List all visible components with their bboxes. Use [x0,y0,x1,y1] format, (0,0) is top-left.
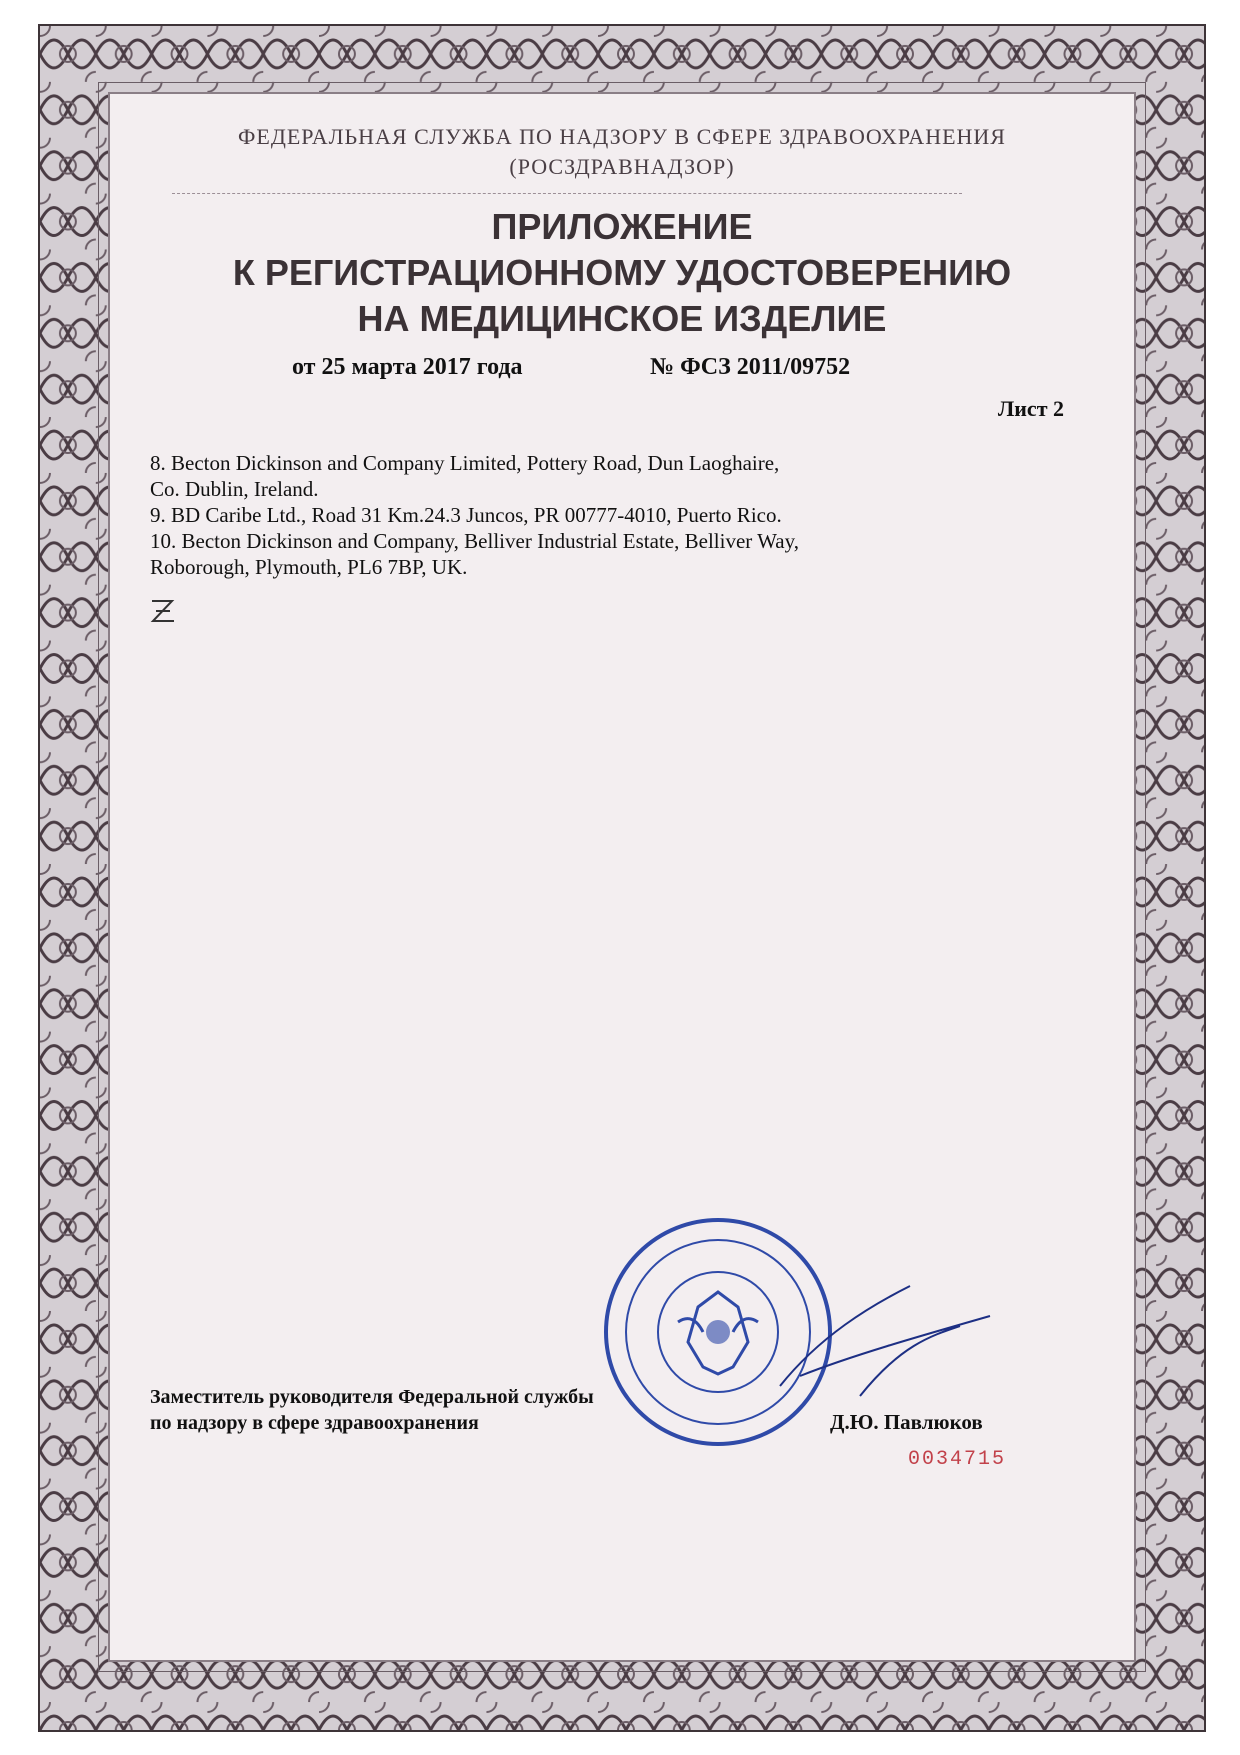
header-divider [172,193,962,194]
position-line: Заместитель руководителя Федеральной службы [150,1386,594,1408]
address-line: 8. Becton Dickinson and Company Limited, Pottery Road, Dun Laoghaire, [150,451,780,475]
address-line: 9. BD Caribe Ltd., Road 31 Km.24.3 Juncos, PR 00777-4010, Puerto Rico. [150,503,782,527]
document-title-line1: ПРИЛОЖЕНИЕ [491,206,753,247]
serial-number: 0034715 [908,1448,1007,1471]
agency-abbreviation: (РОСЗДРАВНАДЗОР) [509,154,735,179]
position-line: по надзору в сфере здравоохранения [150,1412,479,1434]
guilloche-border [38,24,1206,1732]
sheet-number: Лист 2 [997,396,1064,421]
signatory-name: Д.Ю. Павлюков [830,1410,983,1434]
signatory-position [150,1384,594,1436]
address-line: 10. Becton Dickinson and Company, Belliver Industrial Estate, Belliver Way, [150,529,799,553]
address-line: Co. Dublin, Ireland. [150,477,319,501]
document-title-line2: К РЕГИСТРАЦИОННОМУ УДОСТОВЕРЕНИЮ [232,252,1012,293]
address-line: Roborough, Plymouth, PL6 7BP, UK. [150,555,468,579]
handwritten-signature [760,1276,1010,1406]
document-title-line3: НА МЕДИЦИНСКОЕ ИЗДЕЛИЕ [357,298,887,339]
handwritten-z-mark [148,596,178,626]
certificate-number: № ФСЗ 2011/09752 [650,354,851,380]
manufacturer-addresses [150,450,950,580]
issue-date: от 25 марта 2017 года [292,354,523,380]
agency-name: ФЕДЕРАЛЬНАЯ СЛУЖБА ПО НАДЗОРУ В СФЕРЕ ЗДРАВООХРАНЕНИЯ [238,124,1006,149]
